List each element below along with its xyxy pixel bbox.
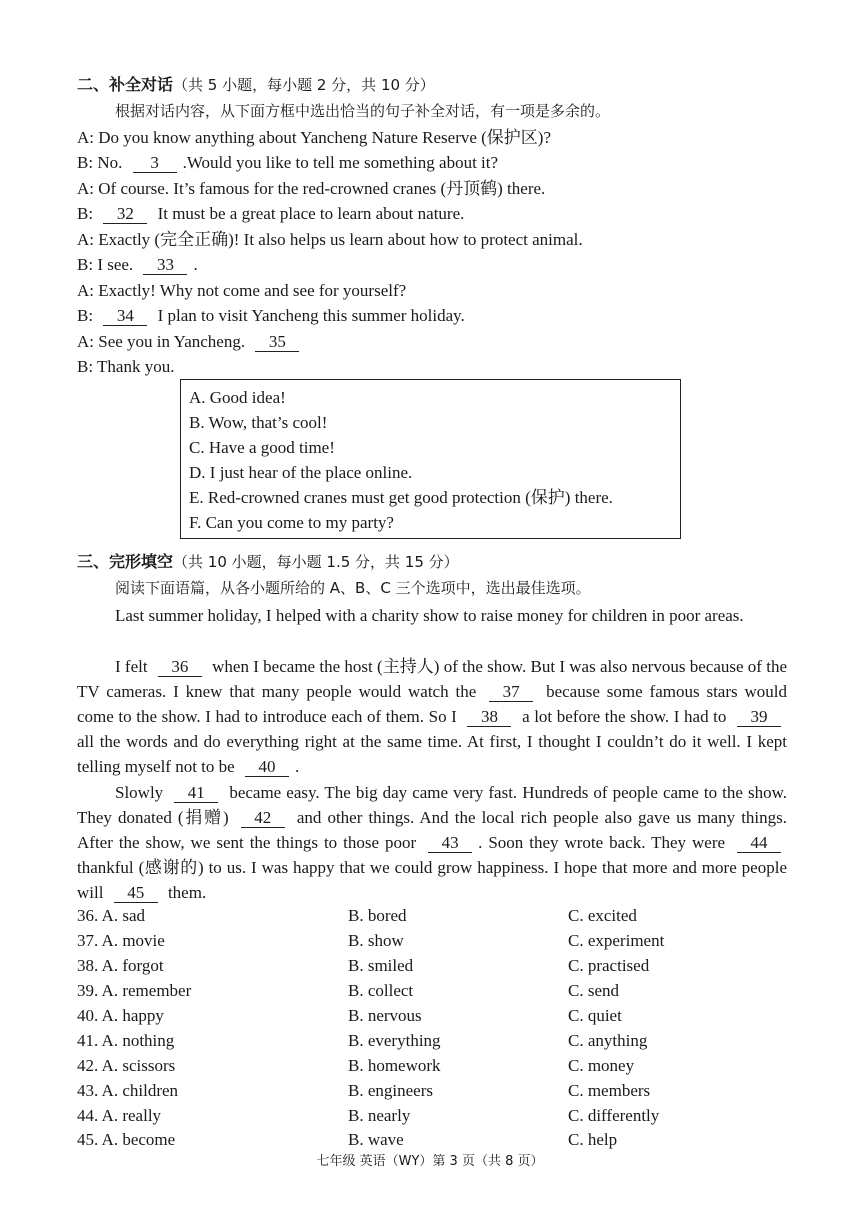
dialogue-text: Exactly (完全正确)! It also helps us learn about how to protect animal.	[98, 230, 583, 249]
passage-text: . Soon they wrote back. They were	[478, 833, 726, 852]
option-item: B. Wow, that’s cool!	[189, 413, 328, 432]
choice-b[interactable]: B. show	[348, 931, 404, 950]
speaker-label: A:	[77, 230, 94, 249]
dialogue-line	[77, 356, 174, 378]
choice-b[interactable]: B. collect	[348, 981, 414, 1000]
choice-c[interactable]: C. quiet	[568, 1006, 622, 1025]
section2-instruction: 根据对话内容，从下面方框中选出恰当的句子补全对话，有一项是多余的。	[115, 102, 611, 120]
speaker-label: A:	[77, 332, 94, 351]
choice-b[interactable]: B. engineers	[348, 1081, 433, 1100]
choice-b[interactable]: B. homework	[348, 1056, 441, 1075]
speaker-label: A:	[77, 179, 94, 198]
passage-paragraph-3	[77, 780, 787, 905]
answer-blank[interactable]: 42	[241, 809, 285, 828]
choice-c[interactable]: C. help	[568, 1130, 618, 1149]
dialogue-line	[77, 203, 464, 225]
dialogue-text: See you in Yancheng.	[98, 332, 246, 351]
section3-note: （共 10 小题，每小题 1.5 分，共 15 分）	[173, 553, 459, 571]
passage-text: because some famous stars would come to the show. I had to introduce each of them. So I	[77, 682, 788, 726]
answer-blank[interactable]: 33	[143, 256, 187, 275]
section3-instruction: 阅读下面语篇，从各小题所给的 A、B、C 三个选项中，选出最佳选项。	[115, 579, 591, 597]
passage-text: thankful (感谢的) to us. I was happy that we could grow happiness. I hope that more and more people will	[77, 858, 787, 902]
answer-blank[interactable]: 39	[737, 708, 781, 727]
answer-blank[interactable]: 34	[103, 307, 147, 326]
answer-blank[interactable]: 43	[428, 834, 472, 853]
choice-b[interactable]: B. smiled	[348, 956, 414, 975]
answer-blank[interactable]: 3	[133, 154, 177, 173]
passage-text: all the words and do everything right at the same time. At first, I thought I couldn’t do it well. I kept telling myself not to be	[77, 732, 787, 776]
choice-c[interactable]: C. excited	[568, 906, 637, 925]
options-box	[180, 379, 681, 539]
passage-text: I felt	[115, 657, 148, 676]
choice-c[interactable]: C. anything	[568, 1031, 648, 1050]
answer-blank[interactable]: 44	[737, 834, 781, 853]
choice-b[interactable]: B. nervous	[348, 1006, 422, 1025]
option-item: D. I just hear of the place online.	[189, 463, 413, 482]
dialogue-text: It must be a great place to learn about nature.	[157, 204, 465, 223]
dialogue-line	[77, 331, 305, 353]
speaker-label: B:	[77, 306, 94, 325]
section2-header	[77, 74, 435, 96]
dialogue-text: I see.	[97, 255, 134, 274]
option-item: E. Red-crowned cranes must get good protection (保护) there.	[189, 488, 613, 507]
passage-text: a lot before the show. I had to	[522, 707, 727, 726]
choice-c[interactable]: C. send	[568, 981, 619, 1000]
passage-text: Last summer holiday, I helped with a charity show to raise money for children in poor areas.	[115, 606, 744, 625]
speaker-label: B:	[77, 357, 94, 376]
choice-a[interactable]: 37. A. movie	[77, 931, 165, 950]
choice-c[interactable]: C. members	[568, 1081, 651, 1100]
dialogue-line	[77, 229, 583, 251]
answer-blank[interactable]: 40	[245, 758, 289, 777]
dialogue-text: Do you know anything about Yancheng Nature Reserve (保护区)?	[98, 128, 552, 147]
dialogue-line	[77, 178, 545, 200]
section2-note: （共 5 小题，每小题 2 分，共 10 分）	[173, 76, 435, 94]
choice-b[interactable]: B. everything	[348, 1031, 441, 1050]
choice-c[interactable]: C. differently	[568, 1106, 660, 1125]
speaker-label: B:	[77, 204, 94, 223]
page-footer: 七年级 英语（WY）第 3 页（共 8 页）	[316, 1154, 544, 1169]
speaker-label: B:	[77, 153, 94, 172]
choice-a[interactable]: 38. A. forgot	[77, 956, 164, 975]
choice-a[interactable]: 41. A. nothing	[77, 1031, 175, 1050]
choice-c[interactable]: C. practised	[568, 956, 650, 975]
choice-a[interactable]: 39. A. remember	[77, 981, 192, 1000]
answer-blank[interactable]: 32	[103, 205, 147, 224]
dialogue-text: No.	[97, 153, 123, 172]
passage-text: them.	[167, 883, 207, 902]
dialogue-text: Thank you.	[97, 357, 175, 376]
dialogue-line	[77, 280, 406, 302]
answer-blank[interactable]: 35	[255, 333, 299, 352]
dialogue-text: Exactly! Why not come and see for yourself?	[98, 281, 407, 300]
answer-blank[interactable]: 41	[174, 784, 218, 803]
section3-header	[77, 551, 459, 573]
choice-a[interactable]: 42. A. scissors	[77, 1056, 176, 1075]
passage-text: became easy. The big day came very fast. Hundreds of people came to the show. They donated (捐赠)	[77, 783, 788, 827]
dialogue-text: .Would you like to tell me something about it?	[182, 153, 499, 172]
choice-a[interactable]: 43. A. children	[77, 1081, 179, 1100]
dialogue-line	[77, 305, 465, 327]
choice-c[interactable]: C. experiment	[568, 931, 665, 950]
answer-blank[interactable]: 36	[158, 658, 202, 677]
dialogue-line	[77, 127, 551, 149]
choice-c[interactable]: C. money	[568, 1056, 635, 1075]
choice-a[interactable]: 40. A. happy	[77, 1006, 164, 1025]
passage-paragraph-2	[77, 654, 787, 779]
dialogue-text: I plan to visit Yancheng this summer holiday.	[157, 306, 465, 325]
choice-a[interactable]: 45. A. become	[77, 1130, 176, 1149]
option-item: F. Can you come to my party?	[189, 513, 394, 532]
speaker-label: A:	[77, 281, 94, 300]
dialogue-line	[77, 254, 198, 276]
option-item: C. Have a good time!	[189, 438, 335, 457]
passage-text: Slowly	[115, 783, 164, 802]
choice-a[interactable]: 36. A. sad	[77, 906, 145, 925]
passage-text: and other things. And the local rich people also gave us many things. After the show, we sent the things to those poor	[77, 808, 788, 852]
answer-blank[interactable]: 37	[489, 683, 533, 702]
option-item: A. Good idea!	[189, 388, 286, 407]
dialogue-line	[77, 152, 498, 174]
passage-text: .	[294, 757, 300, 776]
section3-title: 三、完形填空	[77, 552, 174, 571]
passage-paragraph-1	[77, 603, 787, 628]
choice-b[interactable]: B. bored	[348, 906, 407, 925]
speaker-label: B:	[77, 255, 94, 274]
speaker-label: A:	[77, 128, 94, 147]
dialogue-text: Of course. It’s famous for the red-crowned cranes (丹顶鹤) there.	[98, 179, 546, 198]
choice-b[interactable]: B. wave	[348, 1130, 404, 1149]
choice-b[interactable]: B. nearly	[348, 1106, 411, 1125]
answer-blank[interactable]: 45	[114, 884, 158, 903]
choice-a[interactable]: 44. A. really	[77, 1106, 162, 1125]
passage-text: when I became the host (主持人) of the show. But I was also nervous because of the TV cameras. I knew that many people would watch the	[77, 657, 787, 701]
answer-blank[interactable]: 38	[467, 708, 511, 727]
dialogue-text: .	[193, 255, 198, 274]
section2-title: 二、补全对话	[77, 75, 174, 94]
